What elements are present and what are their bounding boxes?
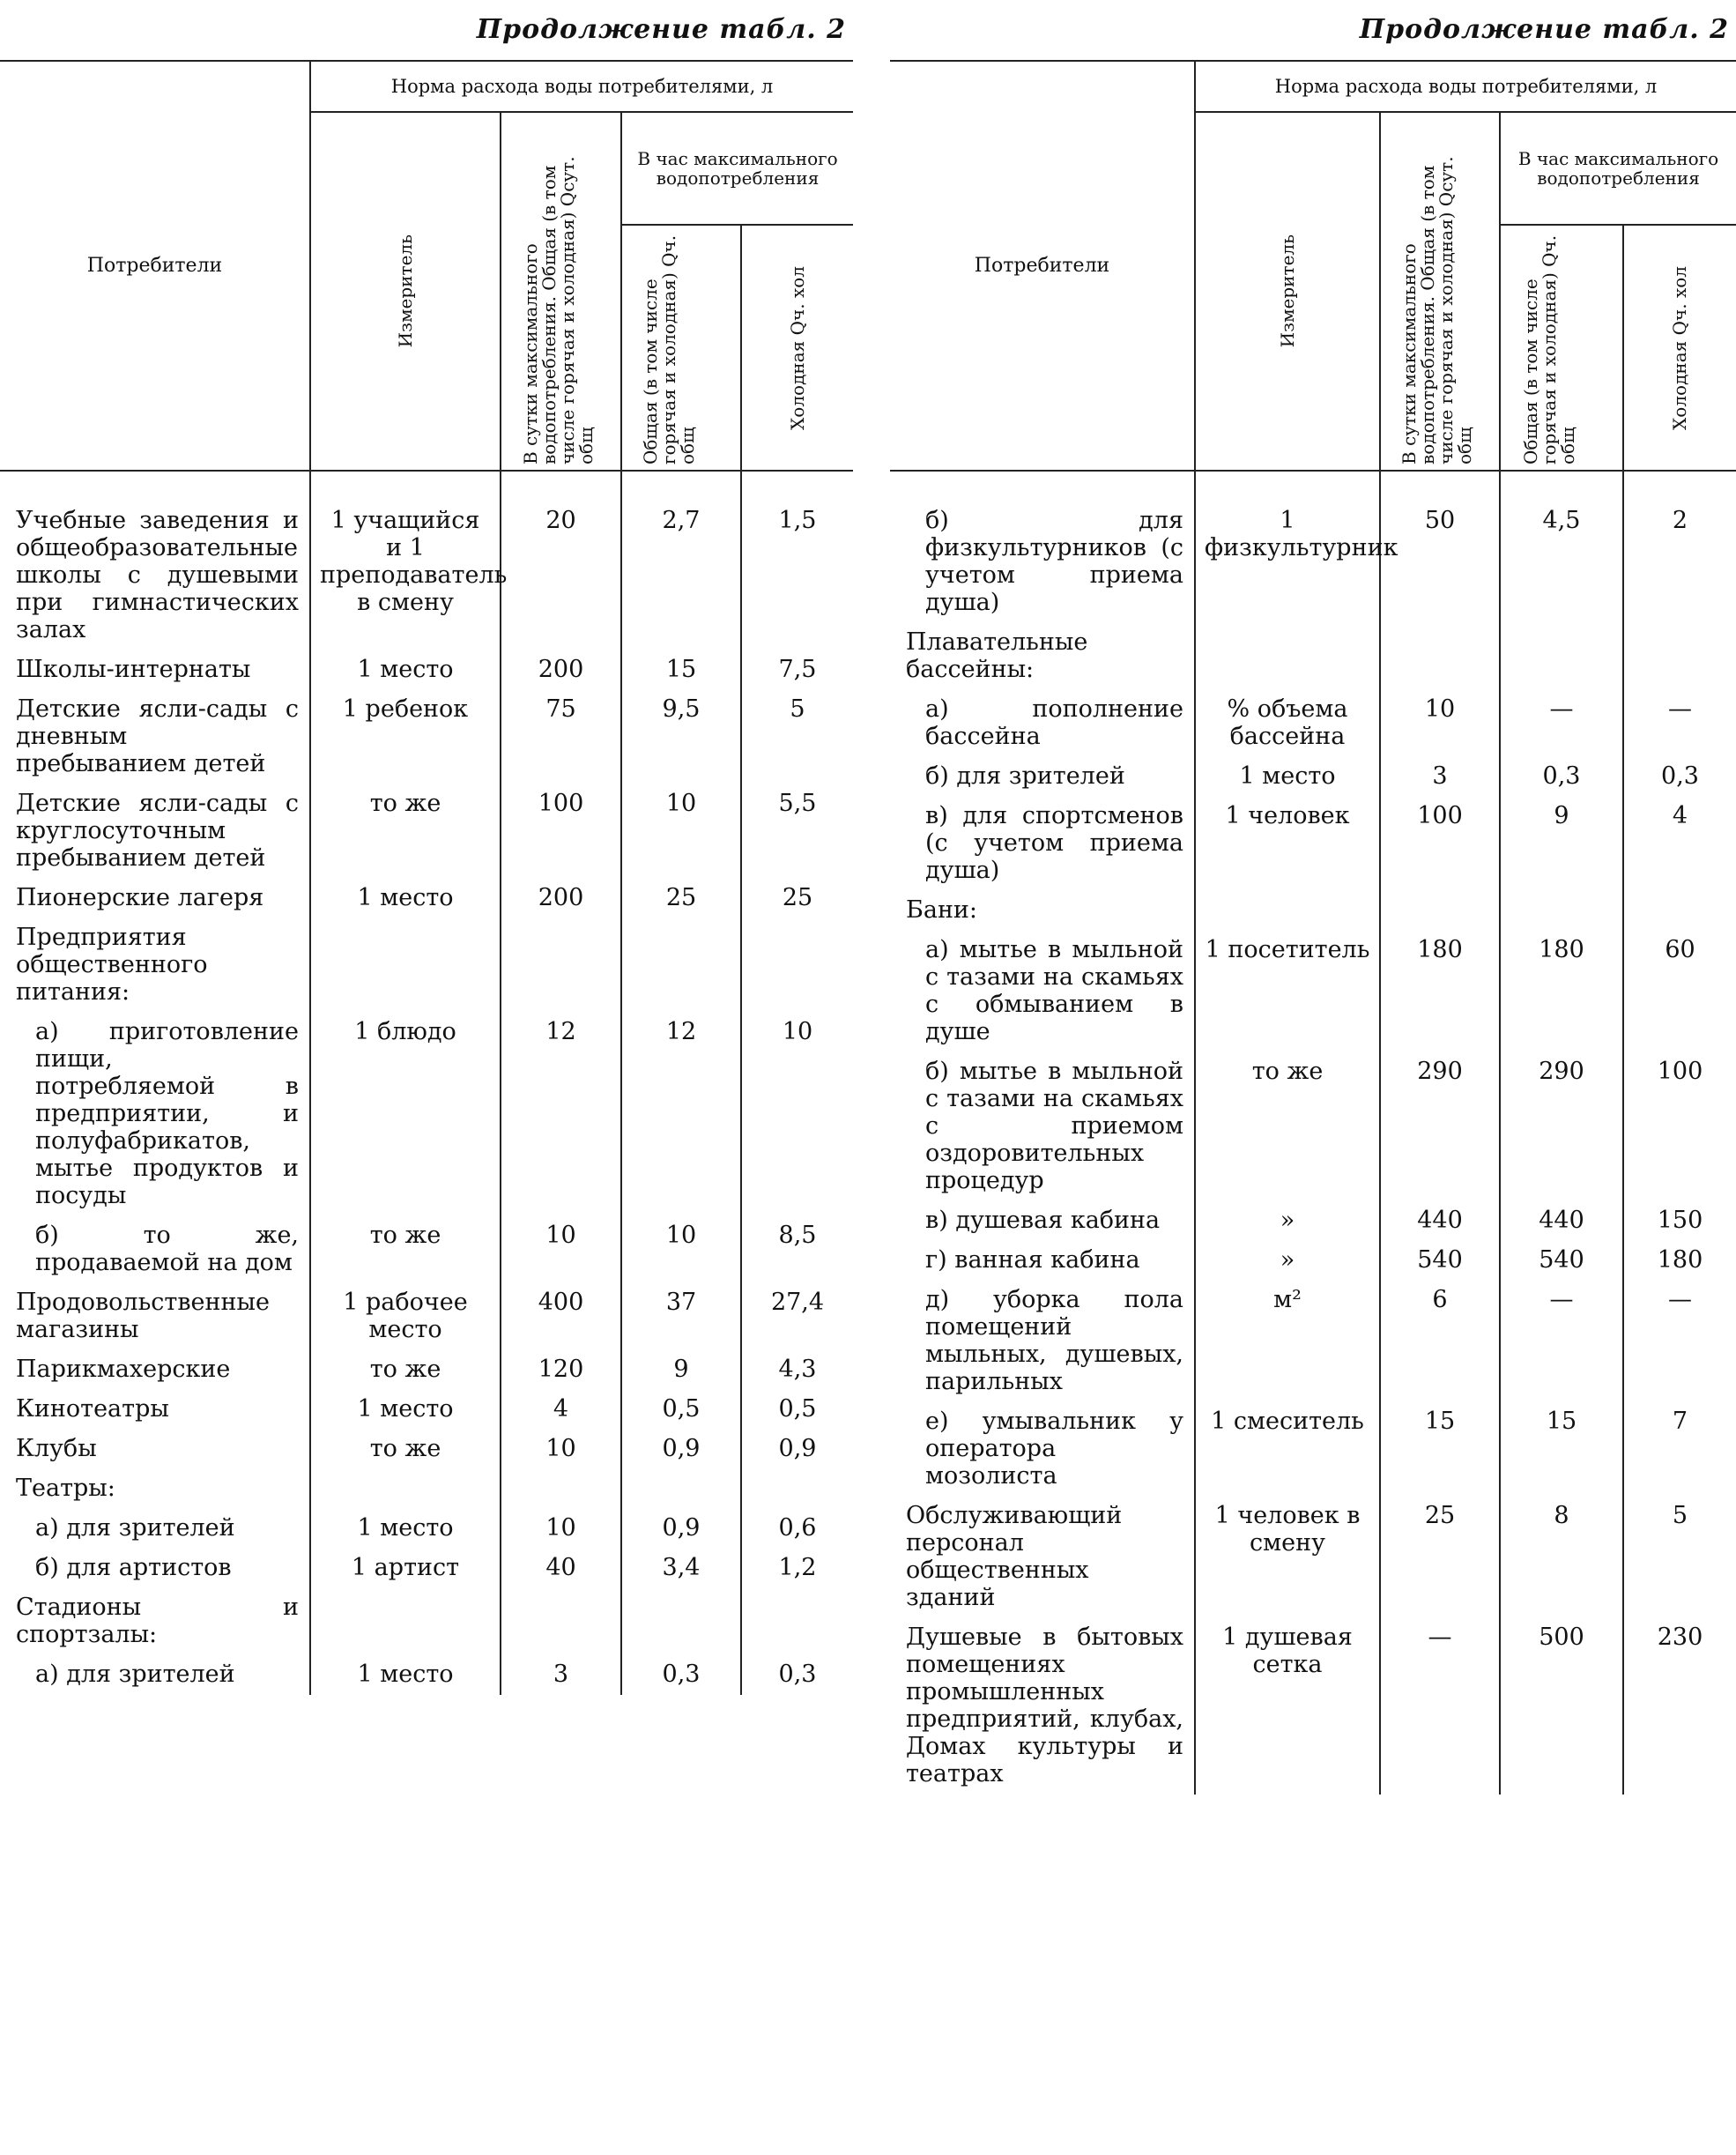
unit-cell: 1 человек в смену [1195, 1497, 1380, 1618]
hour-cold-cell: 0,5 [778, 1395, 817, 1423]
hourly-header: В час максимального водопотребления [621, 112, 853, 225]
daily-value-cell: 180 [1380, 931, 1500, 1052]
consumer-cell: Бани: [890, 891, 1195, 931]
hour-cold-cell: 0,6 [778, 1514, 817, 1542]
consumer-cell: Предприятия общественного питания: [0, 918, 310, 1013]
unit-cell: 1 ребенок [310, 690, 501, 784]
hour-total-cell: 8 [1500, 1497, 1623, 1618]
unit-cell [310, 1469, 501, 1509]
table-row [0, 1350, 853, 1390]
unit-cell: 1 место [310, 879, 501, 918]
table-row [890, 757, 1736, 797]
hour-cold-cell: 4,3 [778, 1356, 817, 1383]
hour-total-cell: 540 [1500, 1241, 1623, 1281]
hour-cold-cell: 60 [1665, 936, 1695, 963]
hour-total-cell: 0,9 [621, 1509, 741, 1549]
unit-cell: 1 учащийся и 1 преподаватель в смену [310, 471, 501, 650]
daily-value-cell: 40 [501, 1549, 621, 1588]
daily-value-cell: 100 [1380, 797, 1500, 891]
hour-cold-cell [741, 1588, 853, 1655]
hour-cold-cell: 7,5 [778, 656, 817, 683]
hour-total-header: Общая (в том числе горячая и холодная) Qч. общ [1500, 225, 1623, 471]
unit-cell: 1 душевая сетка [1195, 1618, 1380, 1795]
norm-header: Норма расхода воды потребителями, л [1195, 61, 1736, 112]
table-row [890, 1281, 1736, 1402]
consumer-cell: б) мытье в мыльной с тазами на скамьях с приемом оздоровительных процедур [890, 1052, 1195, 1201]
hour-total-cell: 440 [1500, 1201, 1623, 1241]
hour-cold-cell [741, 918, 853, 1013]
hour-cold-cell: 150 [1657, 1207, 1703, 1234]
hour-cold-cell: 4 [1672, 802, 1688, 829]
consumer-cell: г) ванная кабина [890, 1241, 1195, 1281]
daily-value-cell: 3 [501, 1655, 621, 1695]
hour-total-cell: 2,7 [621, 471, 741, 650]
daily-value-cell [1380, 891, 1500, 931]
continuation-label: Продолжение табл. 2 [1359, 14, 1729, 45]
table-row [0, 1216, 853, 1283]
daily-value-cell: 75 [501, 690, 621, 784]
consumer-cell: Детские ясли-сады с дневным пребыванием детей [0, 690, 310, 784]
unit-cell [310, 1588, 501, 1655]
table-row [890, 931, 1736, 1052]
consumer-cell: Плавательные бассейны: [890, 623, 1195, 690]
hour-cold-cell: 2 [1672, 507, 1688, 534]
consumers-header: Потребители [890, 61, 1195, 471]
hour-total-cell: 4,5 [1500, 471, 1623, 623]
daily-value-cell: 4 [501, 1390, 621, 1430]
hour-cold-cell: 10 [782, 1018, 813, 1045]
table-row [890, 797, 1736, 891]
daily-value-cell: 3 [1380, 757, 1500, 797]
table-row [890, 1201, 1736, 1241]
daily-value-cell [501, 1469, 621, 1509]
unit-cell: 1 человек [1195, 797, 1380, 891]
consumer-cell: Кинотеатры [0, 1390, 310, 1430]
table-row [890, 891, 1736, 931]
hour-cold-cell: 5,5 [778, 790, 817, 817]
hour-total-cell: 290 [1500, 1052, 1623, 1201]
daily-header: В сутки максимального водопотребления. Общая (в том числе горячая и холодная) Qсут. общ [1380, 112, 1500, 471]
unit-cell: 1 место [310, 1390, 501, 1430]
hour-cold-header: Холодная Qч. хол [741, 225, 853, 471]
hour-total-cell: 9 [1500, 797, 1623, 891]
hour-total-cell: 180 [1500, 931, 1623, 1052]
table-row [0, 1283, 853, 1350]
hour-total-cell: 15 [1500, 1402, 1623, 1497]
hour-total-header: Общая (в том числе горячая и холодная) Qч. общ [621, 225, 741, 471]
hour-total-cell: 0,3 [621, 1655, 741, 1695]
daily-value-cell: 10 [501, 1430, 621, 1469]
daily-value-cell: — [1380, 1618, 1500, 1795]
consumer-cell: в) для спортсменов (с учетом приема душа) [890, 797, 1195, 891]
unit-cell: 1 физкультурник [1195, 471, 1380, 623]
hourly-header: В час максимального водопотребления [1500, 112, 1736, 225]
hour-total-cell: 37 [621, 1283, 741, 1350]
hour-cold-cell: 7 [1672, 1408, 1688, 1435]
table-row [0, 784, 853, 879]
hour-total-cell [1500, 891, 1623, 931]
hour-total-cell: 9 [621, 1350, 741, 1390]
hour-total-cell: — [1500, 690, 1623, 757]
hour-total-cell: 0,3 [1500, 757, 1623, 797]
hour-total-cell: 10 [621, 1216, 741, 1283]
consumer-cell: а) приготовление пищи, потребляемой в предприятии, и полуфабрикатов, мытье продуктов и посуды [0, 1013, 310, 1216]
consumer-cell: а) мытье в мыльной с тазами на скамьях с обмыванием в душе [890, 931, 1195, 1052]
hour-cold-cell [1623, 623, 1736, 690]
table-row [0, 1509, 853, 1549]
hour-cold-header: Холодная Qч. хол [1623, 225, 1736, 471]
hour-total-cell: 500 [1500, 1618, 1623, 1795]
unit-cell [310, 918, 501, 1013]
unit-cell: 1 место [310, 1655, 501, 1695]
hour-cold-cell: — [1668, 695, 1693, 723]
consumer-cell: Душевые в бытовых помещениях промышленных предприятий, клубах, Домах культуры и театрах [890, 1618, 1195, 1795]
unit-cell: м² [1195, 1281, 1380, 1402]
unit-cell: 1 блюдо [310, 1013, 501, 1216]
hour-cold-cell: 27,4 [770, 1289, 825, 1316]
daily-value-cell: 12 [501, 1013, 621, 1216]
daily-value-cell: 440 [1380, 1201, 1500, 1241]
unit-cell: 1 рабочее место [310, 1283, 501, 1350]
hour-cold-cell: 180 [1657, 1246, 1703, 1274]
unit-cell: то же [310, 784, 501, 879]
hour-total-cell: 0,5 [621, 1390, 741, 1430]
hour-total-cell: 0,9 [621, 1430, 741, 1469]
table-row [0, 1549, 853, 1588]
table-row [0, 1588, 853, 1655]
table-row [0, 918, 853, 1013]
consumer-cell: б) для артистов [0, 1549, 310, 1588]
consumer-cell: Театры: [0, 1469, 310, 1509]
consumer-cell: а) пополнение бассейна [890, 690, 1195, 757]
consumer-cell: а) для зрителей [0, 1655, 310, 1695]
table-row [0, 879, 853, 918]
unit-cell: то же [1195, 1052, 1380, 1201]
hour-cold-cell: 1,5 [778, 507, 817, 534]
daily-value-cell: 6 [1380, 1281, 1500, 1402]
consumer-cell: Учебные заведения и общеобразовательные школы с душевыми при гимнастических залах [0, 471, 310, 650]
hour-total-cell: 10 [621, 784, 741, 879]
table-row [0, 1390, 853, 1430]
unit-cell: 1 посетитель [1195, 931, 1380, 1052]
table-row [890, 1241, 1736, 1281]
unit-cell: » [1195, 1201, 1380, 1241]
continuation-label: Продолжение табл. 2 [476, 14, 846, 45]
hour-total-cell [621, 1469, 741, 1509]
water-norms-table [0, 60, 853, 1695]
table-row [0, 471, 853, 650]
hour-cold-cell: 5 [790, 695, 805, 723]
table-body [0, 471, 853, 1695]
daily-value-cell: 10 [501, 1216, 621, 1283]
consumer-cell: а) для зрителей [0, 1509, 310, 1549]
daily-value-cell: 100 [501, 784, 621, 879]
daily-value-cell: 120 [501, 1350, 621, 1390]
consumer-cell: Пионерские лагеря [0, 879, 310, 918]
daily-value-cell [1380, 623, 1500, 690]
table-row [0, 1655, 853, 1695]
daily-value-cell [501, 918, 621, 1013]
hour-total-cell: 25 [621, 879, 741, 918]
unit-header: Измеритель [1195, 112, 1380, 471]
table-row [890, 1497, 1736, 1618]
hour-total-cell: 12 [621, 1013, 741, 1216]
daily-header: В сутки максимального водопотребления. Общая (в том числе горячая и холодная) Qсут. общ [501, 112, 621, 471]
hour-cold-cell: 1,2 [778, 1554, 817, 1581]
daily-value-cell: 290 [1380, 1052, 1500, 1201]
table-row [0, 1469, 853, 1509]
unit-cell: % объема бассейна [1195, 690, 1380, 757]
consumer-cell: в) душевая кабина [890, 1201, 1195, 1241]
unit-cell: то же [310, 1350, 501, 1390]
hour-cold-cell: 0,3 [1661, 762, 1699, 790]
unit-cell: 1 место [310, 1509, 501, 1549]
daily-value-cell [501, 1588, 621, 1655]
unit-cell: 1 артист [310, 1549, 501, 1588]
consumer-cell: д) уборка пола помещений мыльных, душевых, парильных [890, 1281, 1195, 1402]
table-row [0, 650, 853, 690]
hour-cold-cell: 8,5 [778, 1222, 817, 1249]
consumer-cell: Продовольственные магазины [0, 1283, 310, 1350]
hour-cold-cell [1623, 891, 1736, 931]
table-body [890, 471, 1736, 1795]
unit-header: Измеритель [310, 112, 501, 471]
table-row [0, 1430, 853, 1469]
unit-cell: то же [310, 1430, 501, 1469]
table-row [890, 1052, 1736, 1201]
consumers-header: Потребители [0, 61, 310, 471]
daily-value-cell: 15 [1380, 1402, 1500, 1497]
hour-total-cell: 3,4 [621, 1549, 741, 1588]
hour-cold-cell: 230 [1657, 1624, 1703, 1651]
unit-cell [1195, 891, 1380, 931]
hour-total-cell: — [1500, 1281, 1623, 1402]
table-row [0, 1013, 853, 1216]
daily-value-cell: 50 [1380, 471, 1500, 623]
hour-cold-cell: 0,3 [778, 1661, 817, 1688]
unit-cell: 1 место [310, 650, 501, 690]
table-row [890, 623, 1736, 690]
hour-cold-cell: 5 [1672, 1502, 1688, 1529]
unit-cell: 1 смеситель [1195, 1402, 1380, 1497]
consumer-cell: б) то же, продаваемой на дом [0, 1216, 310, 1283]
daily-value-cell: 400 [501, 1283, 621, 1350]
hour-cold-cell: 25 [782, 884, 813, 911]
daily-value-cell: 25 [1380, 1497, 1500, 1618]
daily-value-cell: 10 [1380, 690, 1500, 757]
consumer-cell: Обслуживающий персонал общественных зданий [890, 1497, 1195, 1618]
daily-value-cell: 540 [1380, 1241, 1500, 1281]
hour-cold-cell [741, 1469, 853, 1509]
hour-cold-cell: 100 [1657, 1058, 1703, 1085]
table-row [0, 690, 853, 784]
hour-total-cell [621, 918, 741, 1013]
hour-total-cell: 15 [621, 650, 741, 690]
daily-value-cell: 200 [501, 879, 621, 918]
consumer-cell: Клубы [0, 1430, 310, 1469]
consumer-cell: Парикмахерские [0, 1350, 310, 1390]
unit-cell [1195, 623, 1380, 690]
consumer-cell: б) для физкультурников (с учетом приема душа) [890, 471, 1195, 623]
norm-header: Норма расхода воды потребителями, л [310, 61, 853, 112]
hour-cold-cell: — [1668, 1286, 1693, 1313]
consumer-cell: е) умывальник у оператора мозолиста [890, 1402, 1195, 1497]
consumer-cell: Стадионы и спортзалы: [0, 1588, 310, 1655]
water-norms-table [890, 60, 1736, 1795]
unit-cell: то же [310, 1216, 501, 1283]
hour-total-cell: 9,5 [621, 690, 741, 784]
consumer-cell: Школы-интернаты [0, 650, 310, 690]
daily-value-cell: 10 [501, 1509, 621, 1549]
table-row [890, 1618, 1736, 1795]
table-row [890, 690, 1736, 757]
daily-value-cell: 200 [501, 650, 621, 690]
daily-value-cell: 20 [501, 471, 621, 650]
hour-cold-cell: 0,9 [778, 1435, 817, 1462]
unit-cell: 1 место [1195, 757, 1380, 797]
table-row [890, 471, 1736, 623]
hour-total-cell [1500, 623, 1623, 690]
consumer-cell: б) для зрителей [890, 757, 1195, 797]
hour-total-cell [621, 1588, 741, 1655]
consumer-cell: Детские ясли-сады с круглосуточным пребыванием детей [0, 784, 310, 879]
unit-cell: » [1195, 1241, 1380, 1281]
table-row [890, 1402, 1736, 1497]
